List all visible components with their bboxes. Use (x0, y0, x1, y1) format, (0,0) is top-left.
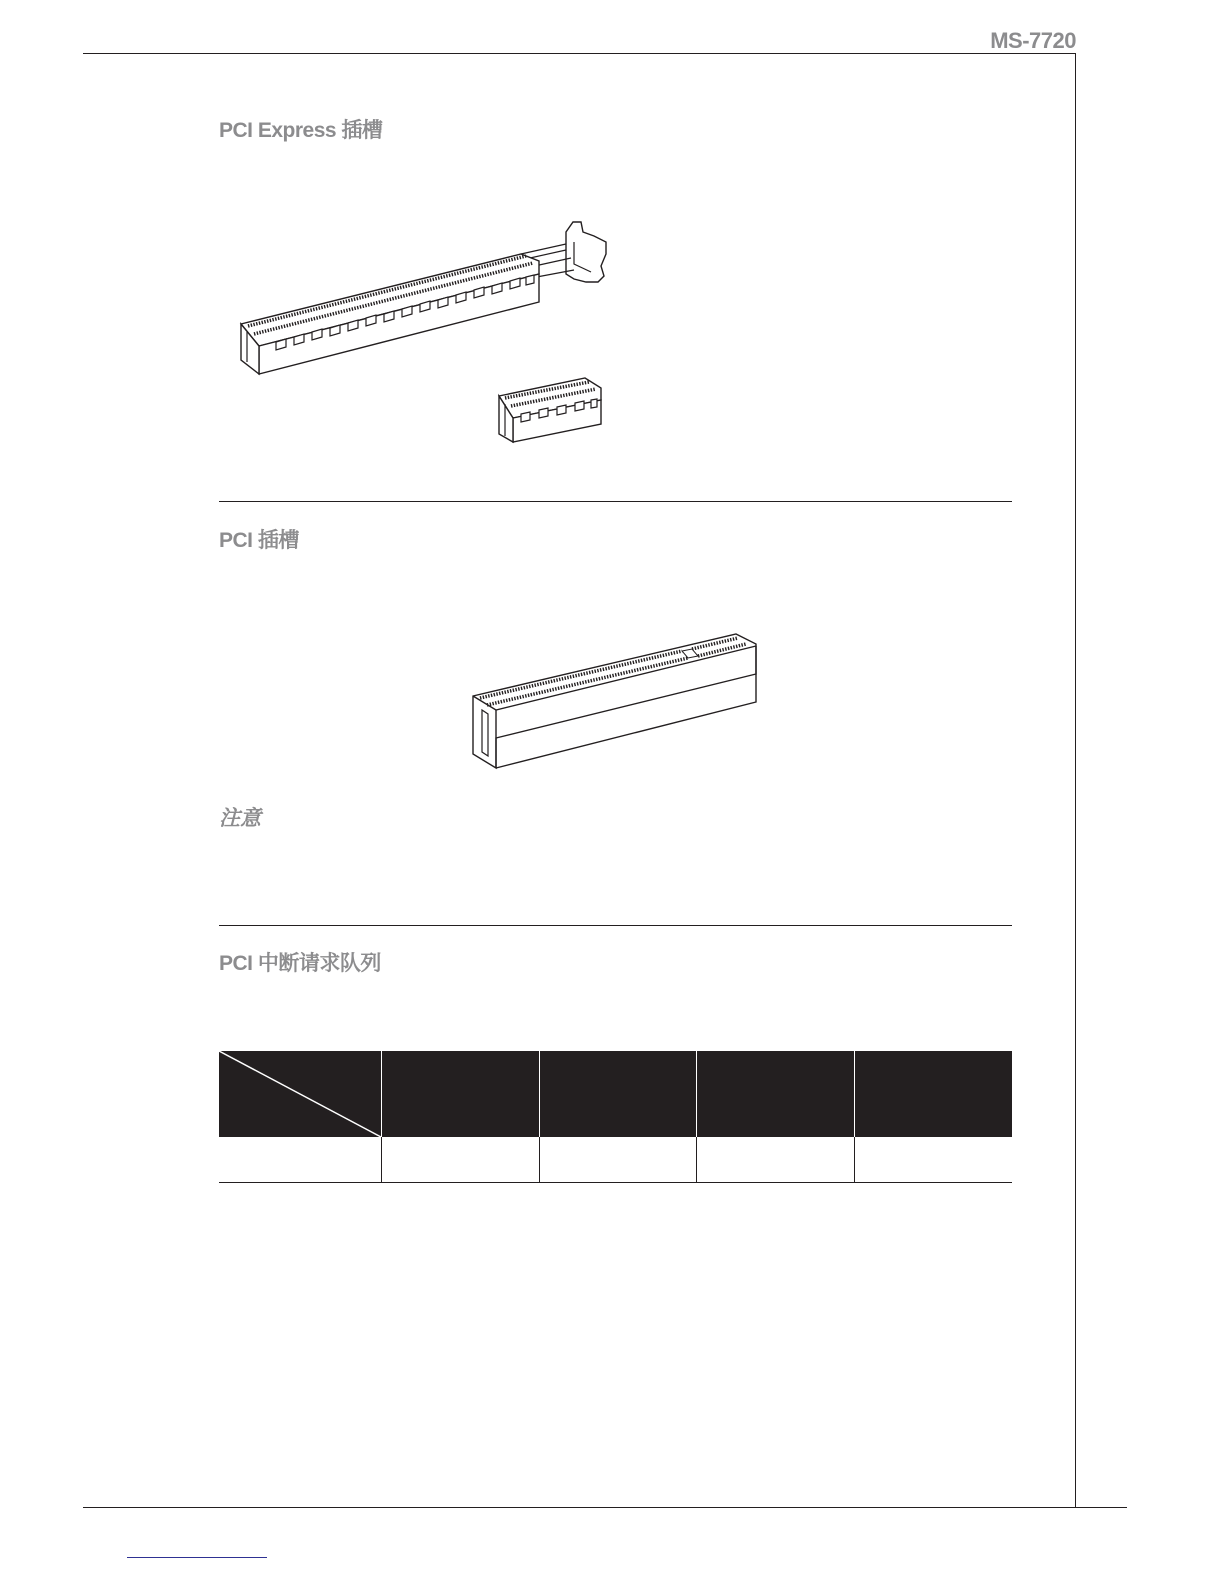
table-cell (539, 1137, 697, 1183)
pcie-slot-heading: PCI Express 插槽 (219, 119, 383, 142)
right-margin-rule (1075, 53, 1076, 1507)
note-heading: 注意 (219, 807, 261, 830)
pci-irq-heading: PCI 中断请求队列 (219, 952, 381, 975)
irq-routing-table (219, 1051, 1012, 1183)
footer-rule (83, 1507, 1127, 1508)
diagonal-divider (219, 1051, 381, 1137)
footer-link-underline[interactable] (127, 1557, 267, 1558)
table-header-cell (854, 1051, 1012, 1137)
pci-slot-heading: PCI 插槽 (219, 529, 299, 552)
table-cell (219, 1137, 382, 1183)
table-header-cell (539, 1051, 697, 1137)
table-cell (382, 1137, 540, 1183)
table-row (219, 1137, 1012, 1183)
model-code: MS-7720 (990, 28, 1076, 53)
table-header-row (219, 1051, 1012, 1137)
table-cell (854, 1137, 1012, 1183)
pci-slot-illustration (470, 630, 770, 770)
pcie-x1-slot-illustration (497, 376, 607, 446)
table-cell (697, 1137, 855, 1183)
section-divider (219, 501, 1012, 502)
table-corner-header (219, 1051, 382, 1137)
header-rule (83, 53, 1076, 54)
table-header-cell (697, 1051, 855, 1137)
pcie-x16-slot-illustration (236, 214, 616, 384)
table-header-cell (382, 1051, 540, 1137)
section-divider (219, 925, 1012, 926)
